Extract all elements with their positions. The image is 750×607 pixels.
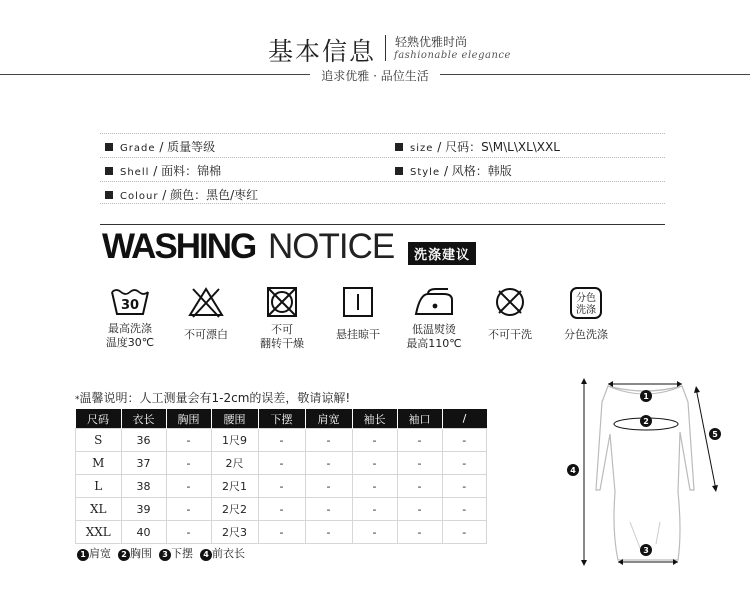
table-cell: XXL [76, 521, 122, 544]
table-cell: - [397, 498, 442, 521]
table-cell: - [166, 475, 211, 498]
table-cell: - [397, 429, 442, 452]
wash-label: 悬挂晾干 [336, 328, 380, 341]
table-cell: - [258, 521, 305, 544]
measurement-legend [77, 545, 245, 561]
svg-text:2: 2 [643, 417, 649, 426]
svg-text:分色: 分色 [576, 293, 596, 304]
table-cell: - [258, 429, 305, 452]
marker-1 [640, 390, 652, 402]
iron-low-icon [412, 286, 456, 318]
table-cell: - [305, 498, 352, 521]
wash-label: 不可漂白 [184, 328, 228, 341]
info-divider [100, 157, 665, 158]
table-cell: 36 [121, 429, 166, 452]
table-cell: - [397, 475, 442, 498]
page-subtitle-en: fashionable elegance [394, 50, 511, 61]
legend-item: 1 肩宽 [77, 547, 111, 560]
table-cell: 1尺9 [211, 429, 258, 452]
svg-text:洗涤: 洗涤 [576, 305, 596, 316]
table-cell: - [166, 498, 211, 521]
table-cell: - [258, 498, 305, 521]
marker-5 [709, 428, 721, 440]
wash-instruction-item [394, 286, 474, 351]
table-cell: - [352, 429, 397, 452]
table-cell: - [442, 475, 487, 498]
table-cell: - [166, 429, 211, 452]
table-cell: 2尺1 [211, 475, 258, 498]
measurement-note: *温馨说明：人工测量会有1-2cm的误差，敬请谅解! [75, 391, 351, 405]
info-grade: Grade / 质量等级 [105, 138, 215, 155]
wash-instruction-item [166, 286, 246, 342]
table-cell: 2尺2 [211, 498, 258, 521]
svg-text:5: 5 [712, 430, 718, 439]
column-header: / [442, 409, 487, 429]
table-cell: 38 [121, 475, 166, 498]
info-divider [100, 181, 665, 182]
column-header: 肩宽 [305, 409, 352, 429]
info-divider [100, 203, 665, 204]
wash-separately-icon [568, 286, 604, 320]
table-cell: L [76, 475, 122, 498]
washing-tag: 洗涤建议 [408, 242, 476, 265]
wash-label: 不可 翻转干燥 [260, 323, 304, 350]
size-table [75, 409, 487, 544]
table-cell: - [305, 475, 352, 498]
table-cell: 37 [121, 452, 166, 475]
wash-label: 最高洗涤 温度30℃ [105, 322, 155, 349]
bullet-square-icon [105, 191, 113, 199]
wash-instruction-item [90, 286, 170, 350]
page-title: 基本信息 [268, 37, 377, 66]
info-shell: Shell / 面料：锦棉 [105, 162, 221, 179]
table-row [76, 475, 487, 498]
dress-outline [596, 386, 694, 560]
table-cell: - [352, 498, 397, 521]
table-cell: - [305, 429, 352, 452]
legend-item: 3 下摆 [159, 547, 193, 560]
legend-item: 4 前衣长 [200, 547, 245, 560]
wash-label: 低温熨烫 最高110℃ [406, 323, 462, 350]
column-header: 袖口 [397, 409, 442, 429]
info-divider [100, 133, 665, 134]
table-cell: 2尺 [211, 452, 258, 475]
column-header: 袖长 [352, 409, 397, 429]
wash-instruction-item [242, 286, 322, 351]
wash-instruction-item [546, 286, 626, 342]
table-cell: - [442, 521, 487, 544]
bullet-square-icon [105, 143, 113, 151]
wash-instruction-item [470, 286, 550, 342]
table-cell: - [352, 521, 397, 544]
wash-instruction-item [318, 286, 398, 342]
table-cell: - [166, 452, 211, 475]
table-cell: - [397, 452, 442, 475]
svg-text:30: 30 [120, 298, 140, 313]
no-tumble-dry-icon [265, 286, 299, 318]
marker-2 [640, 415, 652, 427]
column-header: 衣长 [121, 409, 166, 429]
washing-title: WASHING [102, 227, 256, 266]
bullet-square-icon [395, 143, 403, 151]
svg-text:1: 1 [643, 392, 649, 401]
wash-label: 不可干洗 [488, 328, 532, 341]
info-style: Style / 风格：韩版 [395, 162, 512, 179]
column-header: 下摆 [258, 409, 305, 429]
table-row [76, 429, 487, 452]
bullet-square-icon [395, 167, 403, 175]
table-cell: - [258, 475, 305, 498]
table-cell: XL [76, 498, 122, 521]
tagline [0, 67, 750, 84]
no-dry-clean-icon [493, 286, 527, 318]
table-cell: - [442, 498, 487, 521]
table-cell: - [352, 475, 397, 498]
table-header-row [76, 409, 487, 429]
table-row [76, 452, 487, 475]
bullet-square-icon [105, 167, 113, 175]
dress-measurement-diagram [560, 372, 730, 572]
table-cell: 39 [121, 498, 166, 521]
svg-text:3: 3 [643, 546, 649, 555]
table-row [76, 498, 487, 521]
table-cell: - [305, 452, 352, 475]
line-dry-icon [341, 286, 375, 318]
table-cell: - [166, 521, 211, 544]
table-cell: S [76, 429, 122, 452]
legend-item: 2 胸围 [118, 547, 152, 560]
table-cell: - [352, 452, 397, 475]
table-cell: 40 [121, 521, 166, 544]
table-cell: - [305, 521, 352, 544]
title-divider [385, 35, 386, 61]
table-cell: 2尺3 [211, 521, 258, 544]
column-header: 胸围 [166, 409, 211, 429]
column-header: 尺码 [76, 409, 122, 429]
notice-title: NOTICE [268, 227, 395, 266]
marker-3 [640, 544, 652, 556]
marker-4 [567, 464, 579, 476]
table-cell: - [258, 452, 305, 475]
washing-rule [100, 224, 665, 225]
info-size: size / 尺码：S\M\L\XL\XXL [395, 138, 560, 155]
page-subtitle-cn: 轻熟优雅时尚 [395, 35, 468, 49]
table-cell: M [76, 452, 122, 475]
no-bleach-icon [187, 286, 225, 318]
wash-label: 分色洗涤 [564, 328, 608, 341]
table-row [76, 521, 487, 544]
svg-text:4: 4 [570, 466, 576, 475]
column-header: 腰围 [211, 409, 258, 429]
wash-30-icon [110, 286, 150, 316]
table-cell: - [442, 452, 487, 475]
info-colour: Colour / 颜色：黑色/枣红 [105, 186, 258, 203]
tagline-text: 追求优雅 · 品位生活 [313, 69, 436, 83]
table-cell: - [397, 521, 442, 544]
table-cell: - [442, 429, 487, 452]
